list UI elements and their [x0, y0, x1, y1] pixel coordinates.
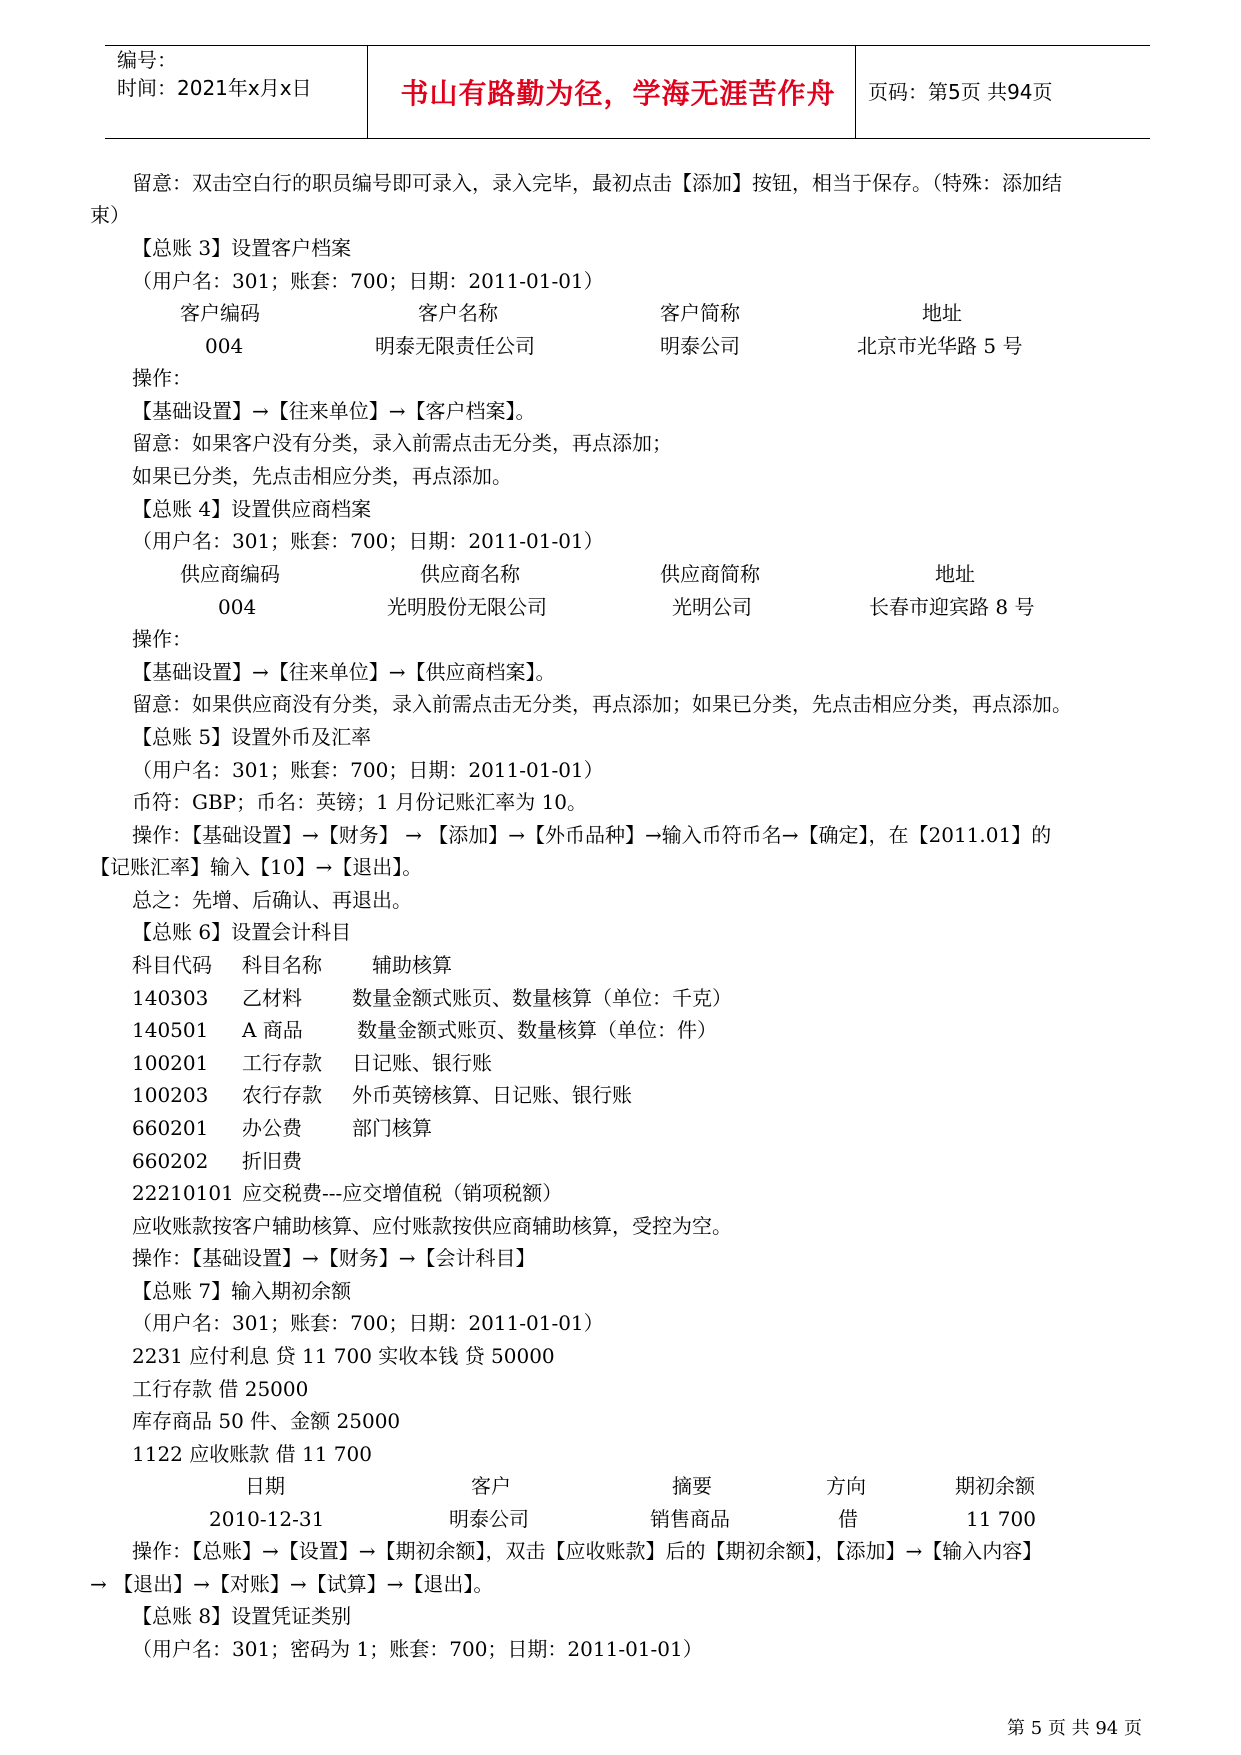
subject-cell-aux: 数量金额式账页、数量核算（单位：千克）	[352, 986, 732, 1010]
customer-header-short: 客户简称	[660, 301, 740, 325]
body-line: 【基础设置】→【往来单位】→【客户档案】。	[132, 399, 536, 423]
body-line: 留意：如果客户没有分类，录入前需点击无分类，再点添加；	[132, 431, 672, 455]
subject-cell-aux: 数量金额式账页、数量核算（单位：件）	[357, 1018, 717, 1042]
body-line: 留意：双击空白行的职员编号即可录入，录入完毕，最初点击【添加】按钮，相当于保存。（特殊：添加结	[132, 171, 1062, 195]
subject-header-name: 科目名称	[242, 953, 322, 977]
header-date-label: 时间：2021年x月x日	[117, 76, 312, 100]
subject-cell-name: 应交税费---应交增值税（销项税额）	[242, 1181, 563, 1205]
subject-cell-name: 乙材料	[242, 986, 302, 1010]
body-line: 工行存款 借 25000	[132, 1377, 309, 1401]
header-divider-left	[367, 45, 368, 139]
supplier-cell-code: 004	[218, 595, 257, 619]
section-heading: 【总账 6】设置会计科目	[132, 920, 352, 944]
balance-cell-customer: 明泰公司	[449, 1507, 529, 1531]
customer-cell-short: 明泰公司	[660, 334, 740, 358]
header-motto: 书山有路勤为径，学海无涯苦作舟	[400, 77, 836, 110]
body-line: （用户名：301；账套：700；日期：2011-01-01）	[132, 1311, 604, 1335]
body-line: 操作：	[132, 366, 192, 390]
body-line: （用户名：301；账套：700；日期：2011-01-01）	[132, 269, 604, 293]
body-line: 操作：【总账】→【设置】→【期初余额】，双击【应收账款】后的【期初余额】，【添加】→【输入内容】	[132, 1539, 1043, 1563]
balance-header-date: 日期	[245, 1474, 285, 1498]
supplier-cell-short: 光明公司	[672, 595, 752, 619]
subject-cell-aux: 日记账、银行账	[352, 1051, 492, 1075]
balance-header-direction: 方向	[826, 1474, 866, 1498]
body-line: 【记账汇率】输入【10】→【退出】。	[90, 855, 423, 879]
header-bottom-rule	[105, 138, 1150, 139]
supplier-header-address: 地址	[935, 562, 975, 586]
body-line: 如果已分类，先点击相应分类，再点添加。	[132, 464, 512, 488]
subject-header-code: 科目代码	[132, 953, 212, 977]
section-heading: 【总账 4】设置供应商档案	[132, 497, 372, 521]
subject-cell-code: 660201	[132, 1116, 209, 1140]
customer-cell-code: 004	[205, 334, 244, 358]
body-line: （用户名：301；账套：700；日期：2011-01-01）	[132, 758, 604, 782]
subject-cell-name: A 商品	[242, 1018, 303, 1042]
body-line: → 【退出】→【对账】→【试算】→【退出】。	[90, 1572, 494, 1596]
body-line: 总之：先增、后确认、再退出。	[132, 888, 412, 912]
subject-cell-code: 100203	[132, 1083, 209, 1107]
supplier-header-short: 供应商简称	[660, 562, 760, 586]
subject-cell-code: 140501	[132, 1018, 209, 1042]
header-number-label: 编号：	[117, 48, 177, 72]
subject-header-aux: 辅助核算	[372, 953, 452, 977]
subject-cell-name: 办公费	[242, 1116, 302, 1140]
balance-header-customer: 客户	[471, 1474, 511, 1498]
header-page-label: 页码：第5页 共94页	[868, 80, 1053, 104]
section-heading: 【总账 5】设置外币及汇率	[132, 725, 372, 749]
customer-header-name: 客户名称	[418, 301, 498, 325]
body-line: 留意：如果供应商没有分类，录入前需点击无分类，再点添加；如果已分类，先点击相应分类，再点添加。	[132, 692, 1072, 716]
subject-cell-code: 100201	[132, 1051, 209, 1075]
customer-cell-address: 北京市光华路 5 号	[857, 334, 1023, 358]
body-line: 应收账款按客户辅助核算、应付账款按供应商辅助核算，受控为空。	[132, 1214, 732, 1238]
customer-header-address: 地址	[922, 301, 962, 325]
body-line: 库存商品 50 件、金额 25000	[132, 1409, 401, 1433]
body-line: 币符：GBP；币名：英镑；1 月份记账汇率为 10。	[132, 790, 588, 814]
subject-cell-code: 660202	[132, 1149, 209, 1173]
balance-header-summary: 摘要	[672, 1474, 712, 1498]
supplier-header-code: 供应商编码	[180, 562, 280, 586]
body-line: 操作：	[132, 627, 192, 651]
body-line: 束）	[90, 203, 130, 227]
footer-page-number: 第 5 页 共 94 页	[1007, 1718, 1142, 1739]
body-line: 【基础设置】→【往来单位】→【供应商档案】。	[132, 660, 556, 684]
body-line: 操作：【基础设置】→【财务】→【会计科目】	[132, 1246, 536, 1270]
supplier-header-name: 供应商名称	[420, 562, 520, 586]
subject-cell-name: 农行存款	[242, 1083, 322, 1107]
balance-cell-summary: 销售商品	[650, 1507, 730, 1531]
customer-cell-name: 明泰无限责任公司	[375, 334, 535, 358]
balance-cell-date: 2010-12-31	[209, 1507, 325, 1531]
supplier-cell-address: 长春市迎宾路 8 号	[869, 595, 1035, 619]
body-line: 2231 应付利息 贷 11 700 实收本钱 贷 50000	[132, 1344, 555, 1368]
header-top-rule	[105, 45, 1150, 46]
body-line: 1122 应收账款 借 11 700	[132, 1442, 372, 1466]
subject-cell-aux: 外币英镑核算、日记账、银行账	[352, 1083, 632, 1107]
subject-cell-code: 140303	[132, 986, 209, 1010]
body-line: 操作：【基础设置】→【财务】 → 【添加】→【外币品种】→输入币符币名→【确定】，在【2011.01】的	[132, 823, 1052, 847]
section-heading: 【总账 7】输入期初余额	[132, 1279, 352, 1303]
subject-cell-code: 22210101	[132, 1181, 234, 1205]
section-heading: 【总账 3】设置客户档案	[132, 236, 352, 260]
body-line: （用户名：301；账套：700；日期：2011-01-01）	[132, 529, 604, 553]
balance-cell-direction: 借	[838, 1507, 858, 1531]
subject-cell-name: 工行存款	[242, 1051, 322, 1075]
subject-cell-aux: 部门核算	[352, 1116, 432, 1140]
balance-header-amount: 期初余额	[955, 1474, 1035, 1498]
section-heading: 【总账 8】设置凭证类别	[132, 1604, 352, 1628]
balance-cell-amount: 11 700	[966, 1507, 1036, 1531]
supplier-cell-name: 光明股份无限公司	[387, 595, 547, 619]
body-line: （用户名：301；密码为 1；账套：700；日期：2011-01-01）	[132, 1637, 703, 1661]
customer-header-code: 客户编码	[180, 301, 260, 325]
subject-cell-name: 折旧费	[242, 1149, 302, 1173]
